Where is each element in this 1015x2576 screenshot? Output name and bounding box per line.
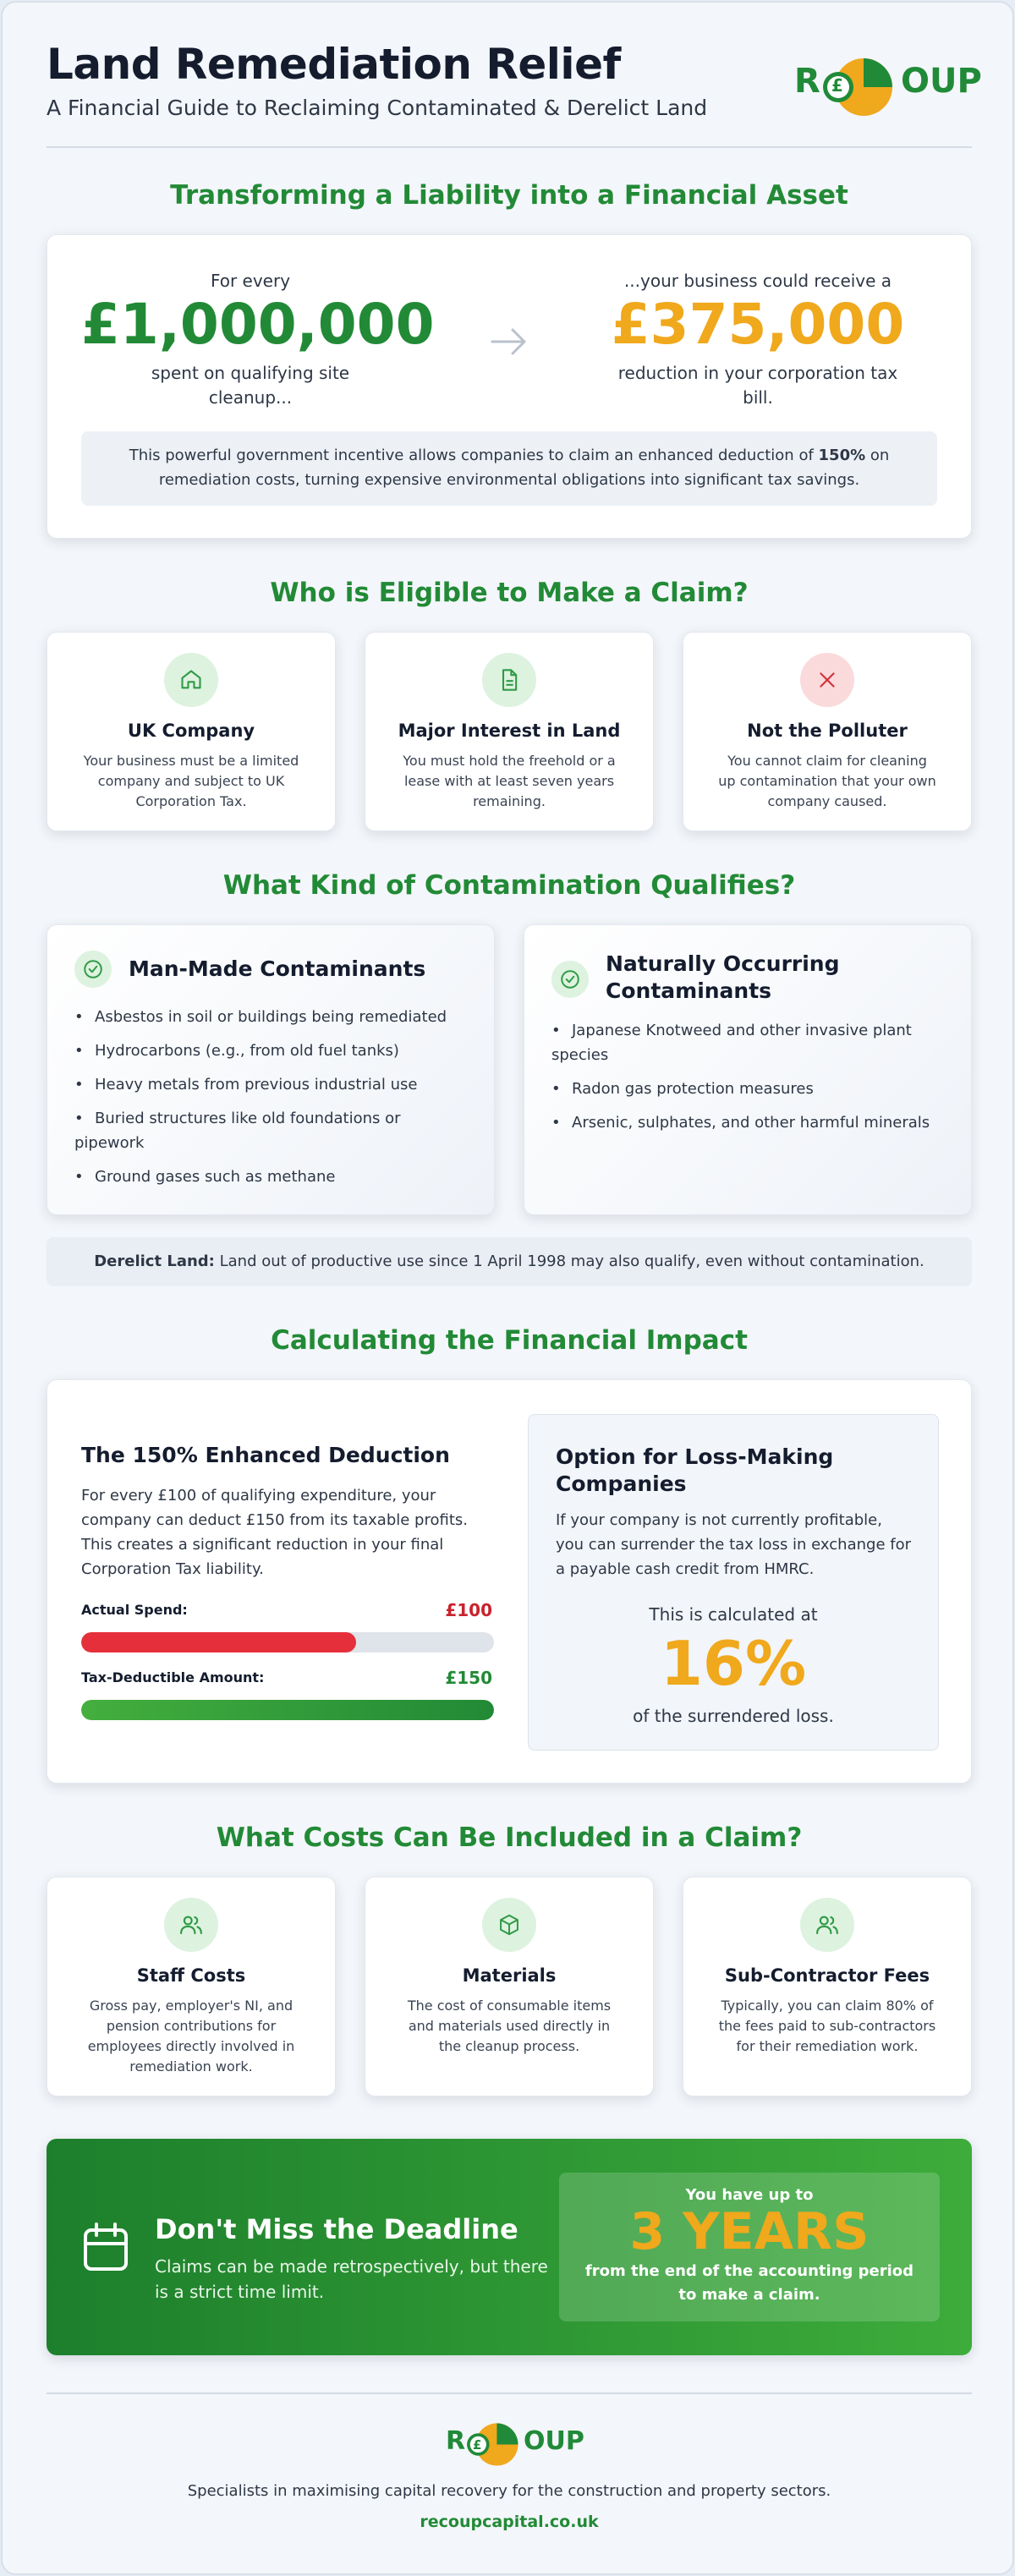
- tax-deductible-value: £150: [445, 1668, 492, 1688]
- page-title: Land Remediation Relief: [47, 40, 621, 89]
- footer-divider: [47, 2392, 972, 2394]
- cost-card-title: Materials: [462, 1965, 557, 1986]
- actual-spend-bar: [81, 1632, 494, 1652]
- man-made-list: [74, 1005, 474, 1198]
- header: [47, 40, 982, 148]
- natural-title: Naturally Occurring Contaminants: [606, 951, 840, 1003]
- man-made-title: Man-Made Contaminants: [129, 956, 426, 981]
- hero-card: [47, 234, 972, 539]
- hero-note-text: This powerful government incentive allows companies to claim an enhanced deduction of: [129, 447, 819, 464]
- hero-note-text-end: on remediation costs, turning expensive environmental obligations into significant tax savings.: [158, 447, 890, 489]
- actual-spend-label: Actual Spend:: [81, 1602, 188, 1618]
- logo-text-r: R: [794, 62, 820, 101]
- hero-note-bold: 150%: [818, 447, 866, 464]
- eligibility-card-uk-company: [47, 632, 336, 831]
- footer-tagline: Specialists in maximising capital recovery for the construction and property sectors.: [187, 2482, 831, 2500]
- deadline-desc: Claims can be made retrospectively, but there is a strict time limit.: [155, 2256, 548, 2302]
- footer-logo: [446, 2418, 584, 2467]
- arrow-right-icon: [487, 320, 531, 364]
- users-icon: [164, 1898, 218, 1952]
- deduction-desc: For every £100 of qualifying expenditure, your company can deduct £150 from its taxable profits. This creates a significant reduction in your final Corporation Tax liability.: [81, 1487, 468, 1578]
- check-circle-icon: [74, 951, 112, 988]
- derelict-text: Land out of productive use since 1 April 1998 may also qualify, even without contamination.: [214, 1252, 924, 1270]
- man-made-header: [74, 951, 474, 988]
- hero-right-post: reduction in your corporation tax bill.: [617, 362, 898, 408]
- tax-deductible-bar: [81, 1700, 494, 1720]
- calc-post: of the surrendered loss.: [633, 1706, 834, 1726]
- document-icon: [482, 653, 536, 707]
- natural-card: [524, 924, 972, 1215]
- logo-pound-symbol: £: [831, 75, 843, 96]
- impact-card: [47, 1379, 972, 1784]
- hero-right: [589, 271, 927, 410]
- loss-making-title: Option for Loss-Making Companies: [556, 1444, 834, 1496]
- deadline-box-pre: You have up to: [685, 2186, 814, 2204]
- cost-card-desc: Typically, you can claim 80% of the fees paid to sub-contractors for their remediation work.: [718, 1998, 936, 2054]
- cost-card-staff: [47, 1877, 336, 2096]
- eligibility-card-title: Not the Polluter: [747, 721, 908, 741]
- natural-header: [551, 951, 951, 1005]
- eligibility-card-not-polluter: [683, 632, 972, 831]
- cost-card-subcontractor: [683, 1877, 972, 2096]
- list-item: • Asbestos in soil or buildings being remediated: [74, 1008, 447, 1026]
- list-item: • Arsenic, sulphates, and other harmful minerals: [551, 1114, 930, 1132]
- box-icon: [482, 1898, 536, 1952]
- cost-card-materials: [365, 1877, 654, 2096]
- tax-deductible-label: Tax-Deductible Amount:: [81, 1669, 265, 1685]
- footer-logo-mark-icon: [463, 2420, 524, 2467]
- infographic-page: [1, 1, 1014, 2575]
- home-icon: [164, 653, 218, 707]
- actual-spend-value: £100: [445, 1600, 492, 1620]
- list-item: • Ground gases such as methane: [74, 1168, 336, 1186]
- recoup-logo: [794, 50, 982, 118]
- hero-right-pre: ...your business could receive a: [623, 271, 892, 291]
- eligibility-section-title: Who is Eligible to Make a Claim?: [270, 578, 749, 608]
- costs-section-title: What Costs Can Be Included in a Claim?: [216, 1822, 803, 1853]
- deadline-title: Don't Miss the Deadline: [155, 2213, 518, 2245]
- hero-left: [81, 271, 435, 410]
- contamination-section-title: What Kind of Contamination Qualifies?: [222, 870, 796, 901]
- derelict-land-note: [47, 1237, 972, 1286]
- check-circle-icon: [551, 961, 589, 998]
- eligibility-card-desc: You must hold the freehold or a lease with at least seven years remaining.: [403, 753, 616, 809]
- eligibility-card-desc: Your business must be a limited company and subject to UK Corporation Tax.: [83, 753, 299, 809]
- page-subtitle: A Financial Guide to Reclaiming Contaminated & Derelict Land: [47, 96, 708, 120]
- hero-right-amount: £375,000: [611, 292, 905, 357]
- loss-making-panel: [528, 1414, 939, 1751]
- deadline-box-post: from the end of the accounting period to make a claim.: [584, 2262, 914, 2304]
- derelict-label: Derelict Land:: [94, 1252, 215, 1270]
- list-item: • Radon gas protection measures: [551, 1080, 814, 1098]
- eligibility-card-desc: You cannot claim for cleaning up contamination that your own company caused.: [718, 753, 936, 809]
- deadline-box: [559, 2173, 940, 2321]
- footer-logo-text-oup: OUP: [524, 2426, 584, 2456]
- footer-logo-pound-symbol: £: [473, 2437, 482, 2453]
- list-item: • Hydrocarbons (e.g., from old fuel tanks): [74, 1042, 399, 1060]
- actual-spend-bar-fill: [81, 1632, 356, 1652]
- logo-text-oup: OUP: [901, 62, 982, 101]
- hero-left-pre: For every: [210, 271, 291, 291]
- hero-left-amount: £1,000,000: [81, 292, 435, 357]
- logo-mark-icon: [818, 53, 899, 118]
- cost-card-desc: Gross pay, employer's NI, and pension contributions for employees directly involved in remediation work.: [87, 1998, 295, 2075]
- calendar-icon: [82, 2222, 129, 2272]
- footer-url-link[interactable]: recoupcapital.co.uk: [420, 2513, 599, 2531]
- loss-making-desc: If your company is not currently profitable, you can surrender the tax loss in exchange for a payable cash credit from HMRC.: [556, 1511, 911, 1578]
- deadline-banner: [47, 2139, 972, 2355]
- impact-section-title: Calculating the Financial Impact: [271, 1325, 748, 1356]
- users-icon: [800, 1898, 854, 1952]
- man-made-card: [47, 924, 495, 1215]
- list-item: • Heavy metals from previous industrial use: [74, 1076, 418, 1093]
- header-divider: [47, 146, 972, 148]
- calc-pre: This is calculated at: [649, 1604, 818, 1625]
- natural-list: [551, 1018, 951, 1144]
- tax-deductible-bar-fill: [81, 1700, 494, 1720]
- deadline-box-value: 3 YEARS: [629, 2202, 870, 2261]
- list-item: • Buried structures like old foundations or pipework: [74, 1110, 401, 1152]
- eligibility-card-major-interest: [365, 632, 654, 831]
- hero-note: [81, 431, 937, 506]
- eligibility-card-title: Major Interest in Land: [398, 721, 621, 741]
- eligibility-card-title: UK Company: [127, 721, 255, 741]
- cost-card-desc: The cost of consumable items and materials used directly in the cleanup process.: [407, 1998, 612, 2054]
- hero-section-title: Transforming a Liability into a Financial Asset: [170, 180, 848, 211]
- cost-card-title: Sub-Contractor Fees: [724, 1965, 930, 1986]
- footer-logo-text-r: R: [446, 2426, 466, 2456]
- deduction-title: The 150% Enhanced Deduction: [81, 1443, 450, 1467]
- cost-card-title: Staff Costs: [136, 1965, 246, 1986]
- x-icon: [800, 653, 854, 707]
- calc-value: 16%: [660, 1628, 807, 1699]
- hero-left-post: spent on qualifying site cleanup...: [151, 362, 350, 408]
- list-item: • Japanese Knotweed and other invasive plant species: [551, 1022, 912, 1064]
